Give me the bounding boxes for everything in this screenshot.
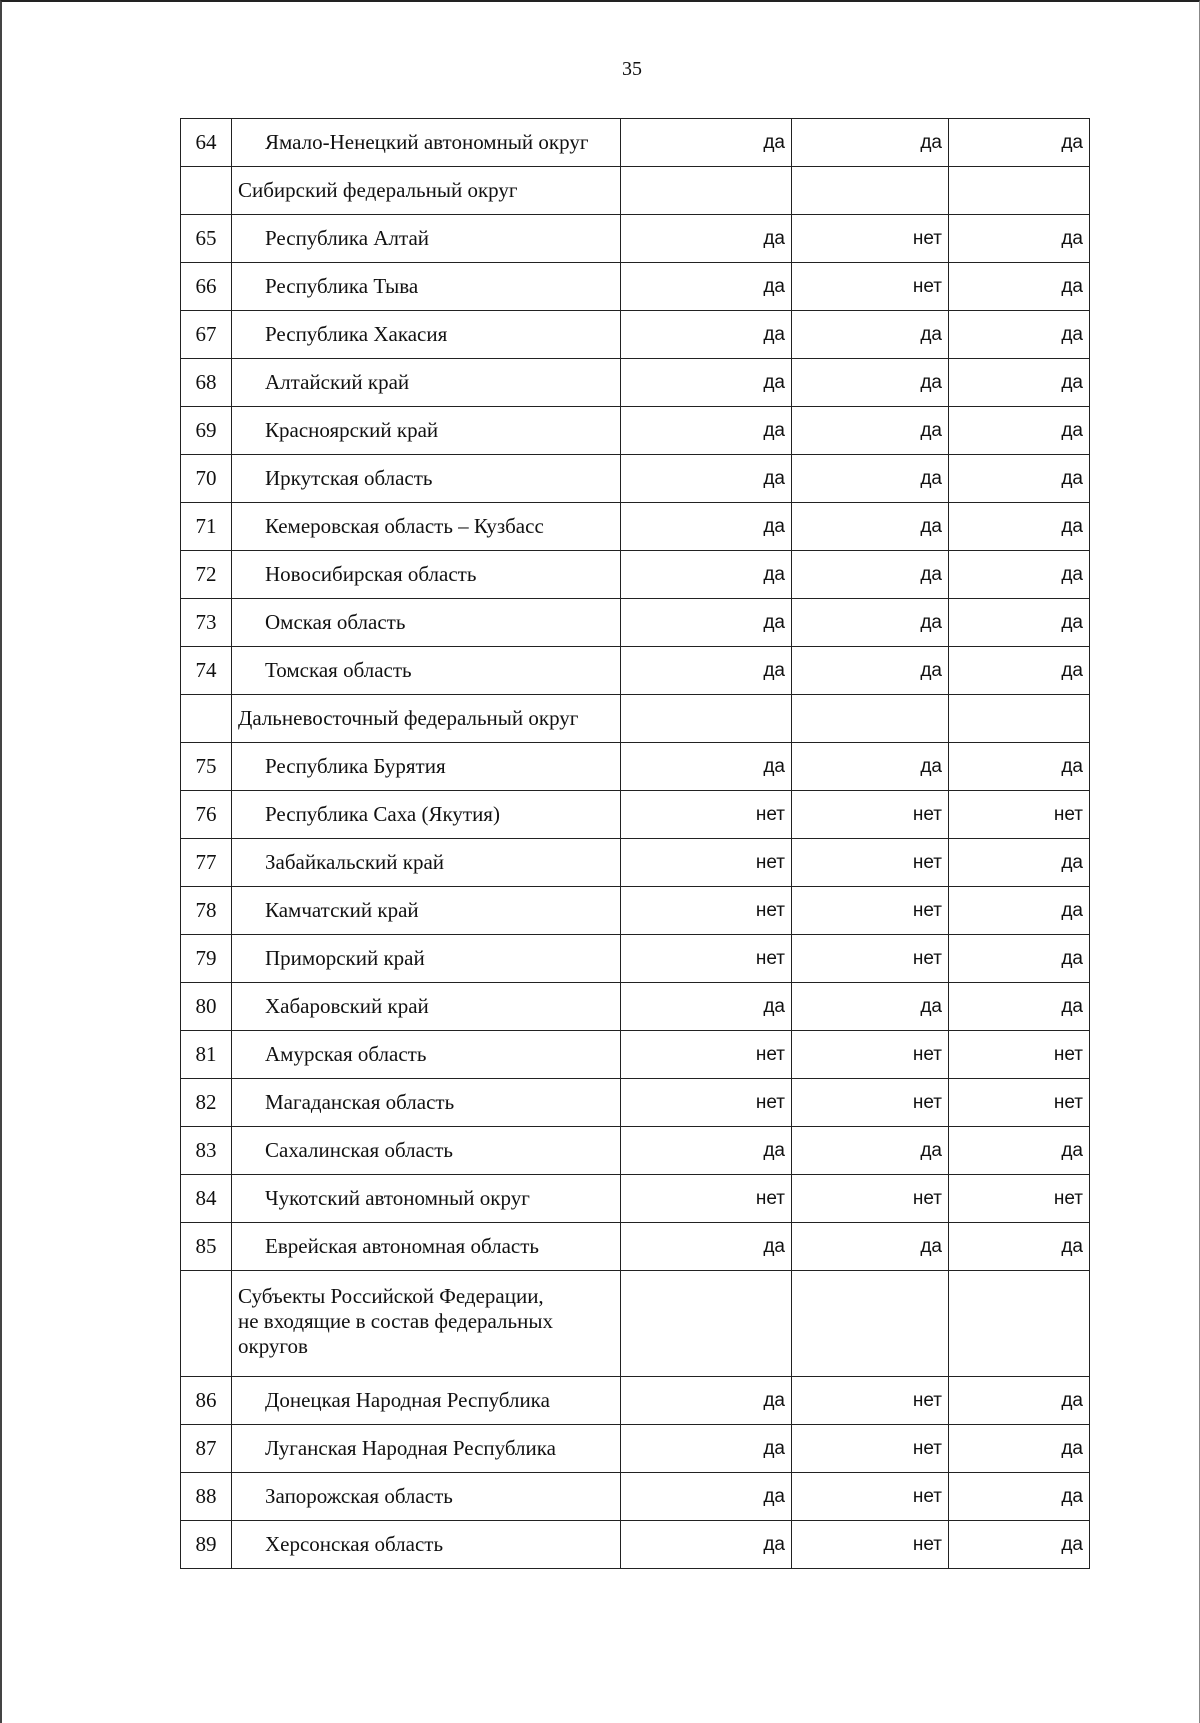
table-row <box>181 1473 1090 1521</box>
row-number-empty <box>181 167 232 215</box>
value-col-1: да <box>621 311 792 359</box>
value-col-2: да <box>792 359 949 407</box>
region-name: Хабаровский край <box>232 983 621 1031</box>
value-col-2: нет <box>792 263 949 311</box>
value-empty <box>621 167 792 215</box>
region-name: Омская область <box>232 599 621 647</box>
table-row <box>181 1127 1090 1175</box>
value-col-3: да <box>949 407 1090 455</box>
table-row <box>181 983 1090 1031</box>
value-col-2: нет <box>792 887 949 935</box>
group-name-line: не входящие в состав федеральных <box>238 1309 553 1333</box>
region-name: Кемеровская область – Кузбасс <box>232 503 621 551</box>
value-empty <box>949 167 1090 215</box>
table-row <box>181 455 1090 503</box>
value-col-1: да <box>621 503 792 551</box>
value-col-3: да <box>949 647 1090 695</box>
value-col-2: нет <box>792 215 949 263</box>
value-col-2: да <box>792 455 949 503</box>
value-col-1: да <box>621 551 792 599</box>
row-number: 73 <box>181 599 232 647</box>
group-header-row <box>181 167 1090 215</box>
table-row <box>181 887 1090 935</box>
row-number: 88 <box>181 1473 232 1521</box>
table-row <box>181 1079 1090 1127</box>
value-col-3: да <box>949 1377 1090 1425</box>
table-row <box>181 1175 1090 1223</box>
value-col-3: нет <box>949 1031 1090 1079</box>
table-row <box>181 1425 1090 1473</box>
region-name: Сахалинская область <box>232 1127 621 1175</box>
table-row <box>181 503 1090 551</box>
value-col-2: нет <box>792 791 949 839</box>
value-col-1: да <box>621 1473 792 1521</box>
table-row <box>181 311 1090 359</box>
value-col-2: нет <box>792 1425 949 1473</box>
table-row <box>181 359 1090 407</box>
value-col-1: да <box>621 599 792 647</box>
value-col-2: нет <box>792 1031 949 1079</box>
value-empty <box>792 167 949 215</box>
value-col-3: да <box>949 1127 1090 1175</box>
table-row <box>181 1521 1090 1569</box>
region-name: Камчатский край <box>232 887 621 935</box>
value-col-2: да <box>792 983 949 1031</box>
row-number: 84 <box>181 1175 232 1223</box>
region-name: Ямало-Ненецкий автономный округ <box>232 119 621 167</box>
value-empty <box>792 695 949 743</box>
value-col-3: да <box>949 119 1090 167</box>
value-col-1: да <box>621 359 792 407</box>
group-name-line: Субъекты Российской Федерации, <box>238 1284 544 1308</box>
value-col-2: да <box>792 311 949 359</box>
group-name-line: округов <box>238 1334 308 1358</box>
group-name: Дальневосточный федеральный округ <box>232 695 621 743</box>
row-number-empty <box>181 1271 232 1377</box>
group-header-row <box>181 1271 1090 1377</box>
value-empty <box>792 1271 949 1377</box>
value-col-2: да <box>792 647 949 695</box>
row-number: 66 <box>181 263 232 311</box>
row-number: 65 <box>181 215 232 263</box>
row-number: 74 <box>181 647 232 695</box>
value-col-3: да <box>949 503 1090 551</box>
row-number: 72 <box>181 551 232 599</box>
value-col-1: да <box>621 119 792 167</box>
region-name: Запорожская область <box>232 1473 621 1521</box>
table-row <box>181 935 1090 983</box>
value-col-2: да <box>792 1223 949 1271</box>
regions-table <box>180 118 1090 1569</box>
value-col-3: да <box>949 311 1090 359</box>
value-col-2: да <box>792 503 949 551</box>
group-header-row <box>181 695 1090 743</box>
value-col-1: да <box>621 743 792 791</box>
row-number: 75 <box>181 743 232 791</box>
table-row <box>181 215 1090 263</box>
value-col-3: да <box>949 599 1090 647</box>
region-name: Красноярский край <box>232 407 621 455</box>
value-col-3: нет <box>949 791 1090 839</box>
value-col-1: нет <box>621 1031 792 1079</box>
value-col-3: нет <box>949 1079 1090 1127</box>
row-number: 77 <box>181 839 232 887</box>
value-col-1: да <box>621 407 792 455</box>
row-number: 87 <box>181 1425 232 1473</box>
value-col-1: нет <box>621 887 792 935</box>
value-col-2: нет <box>792 839 949 887</box>
value-col-3: да <box>949 839 1090 887</box>
value-col-2: нет <box>792 935 949 983</box>
region-name: Амурская область <box>232 1031 621 1079</box>
value-col-3: да <box>949 1521 1090 1569</box>
table-row <box>181 263 1090 311</box>
row-number: 64 <box>181 119 232 167</box>
value-col-1: нет <box>621 935 792 983</box>
table-row <box>181 791 1090 839</box>
value-col-1: да <box>621 1521 792 1569</box>
value-col-3: нет <box>949 1175 1090 1223</box>
region-name: Чукотский автономный округ <box>232 1175 621 1223</box>
value-col-2: да <box>792 119 949 167</box>
row-number: 67 <box>181 311 232 359</box>
value-col-1: да <box>621 455 792 503</box>
region-name: Алтайский край <box>232 359 621 407</box>
value-col-2: да <box>792 1127 949 1175</box>
value-empty <box>949 695 1090 743</box>
region-name: Магаданская область <box>232 1079 621 1127</box>
value-col-3: да <box>949 1425 1090 1473</box>
value-col-3: да <box>949 935 1090 983</box>
region-name: Иркутская область <box>232 455 621 503</box>
value-col-3: да <box>949 215 1090 263</box>
table-row <box>181 1377 1090 1425</box>
value-empty <box>621 1271 792 1377</box>
regions-table-body <box>181 119 1090 1569</box>
row-number: 81 <box>181 1031 232 1079</box>
region-name: Республика Саха (Якутия) <box>232 791 621 839</box>
page-number: 35 <box>622 58 642 80</box>
value-empty <box>949 1271 1090 1377</box>
row-number: 83 <box>181 1127 232 1175</box>
value-col-1: да <box>621 1377 792 1425</box>
region-name: Забайкальский край <box>232 839 621 887</box>
table-row <box>181 407 1090 455</box>
value-col-2: нет <box>792 1473 949 1521</box>
group-name: Сибирский федеральный округ <box>232 167 621 215</box>
value-col-2: нет <box>792 1377 949 1425</box>
value-col-2: да <box>792 407 949 455</box>
table-row <box>181 551 1090 599</box>
value-col-2: нет <box>792 1079 949 1127</box>
value-col-1: да <box>621 1127 792 1175</box>
row-number: 80 <box>181 983 232 1031</box>
value-col-3: да <box>949 1473 1090 1521</box>
value-col-1: нет <box>621 839 792 887</box>
value-col-3: да <box>949 359 1090 407</box>
value-col-1: да <box>621 1425 792 1473</box>
group-name <box>232 1271 621 1377</box>
value-col-2: да <box>792 743 949 791</box>
region-name: Республика Алтай <box>232 215 621 263</box>
row-number: 78 <box>181 887 232 935</box>
region-name: Томская область <box>232 647 621 695</box>
region-name: Республика Тыва <box>232 263 621 311</box>
region-name: Херсонская область <box>232 1521 621 1569</box>
value-col-1: нет <box>621 1079 792 1127</box>
region-name: Донецкая Народная Республика <box>232 1377 621 1425</box>
value-col-1: нет <box>621 791 792 839</box>
value-col-1: нет <box>621 1175 792 1223</box>
row-number: 76 <box>181 791 232 839</box>
region-name: Луганская Народная Республика <box>232 1425 621 1473</box>
value-col-3: да <box>949 551 1090 599</box>
row-number: 89 <box>181 1521 232 1569</box>
value-empty <box>621 695 792 743</box>
table-row <box>181 1223 1090 1271</box>
value-col-3: да <box>949 887 1090 935</box>
row-number: 71 <box>181 503 232 551</box>
value-col-2: да <box>792 551 949 599</box>
value-col-3: да <box>949 743 1090 791</box>
table-row <box>181 647 1090 695</box>
region-name: Приморский край <box>232 935 621 983</box>
table-row <box>181 1031 1090 1079</box>
row-number: 69 <box>181 407 232 455</box>
region-name: Республика Хакасия <box>232 311 621 359</box>
row-number: 85 <box>181 1223 232 1271</box>
value-col-2: нет <box>792 1521 949 1569</box>
value-col-1: да <box>621 263 792 311</box>
table-row <box>181 743 1090 791</box>
region-name: Еврейская автономная область <box>232 1223 621 1271</box>
value-col-1: да <box>621 983 792 1031</box>
row-number: 82 <box>181 1079 232 1127</box>
value-col-3: да <box>949 263 1090 311</box>
value-col-1: да <box>621 215 792 263</box>
row-number: 86 <box>181 1377 232 1425</box>
table-row <box>181 119 1090 167</box>
value-col-1: да <box>621 1223 792 1271</box>
table-row <box>181 599 1090 647</box>
row-number: 68 <box>181 359 232 407</box>
value-col-2: да <box>792 599 949 647</box>
value-col-1: да <box>621 647 792 695</box>
row-number-empty <box>181 695 232 743</box>
value-col-3: да <box>949 1223 1090 1271</box>
row-number: 79 <box>181 935 232 983</box>
value-col-3: да <box>949 983 1090 1031</box>
row-number: 70 <box>181 455 232 503</box>
table-row <box>181 839 1090 887</box>
region-name: Новосибирская область <box>232 551 621 599</box>
value-col-3: да <box>949 455 1090 503</box>
region-name: Республика Бурятия <box>232 743 621 791</box>
value-col-2: нет <box>792 1175 949 1223</box>
